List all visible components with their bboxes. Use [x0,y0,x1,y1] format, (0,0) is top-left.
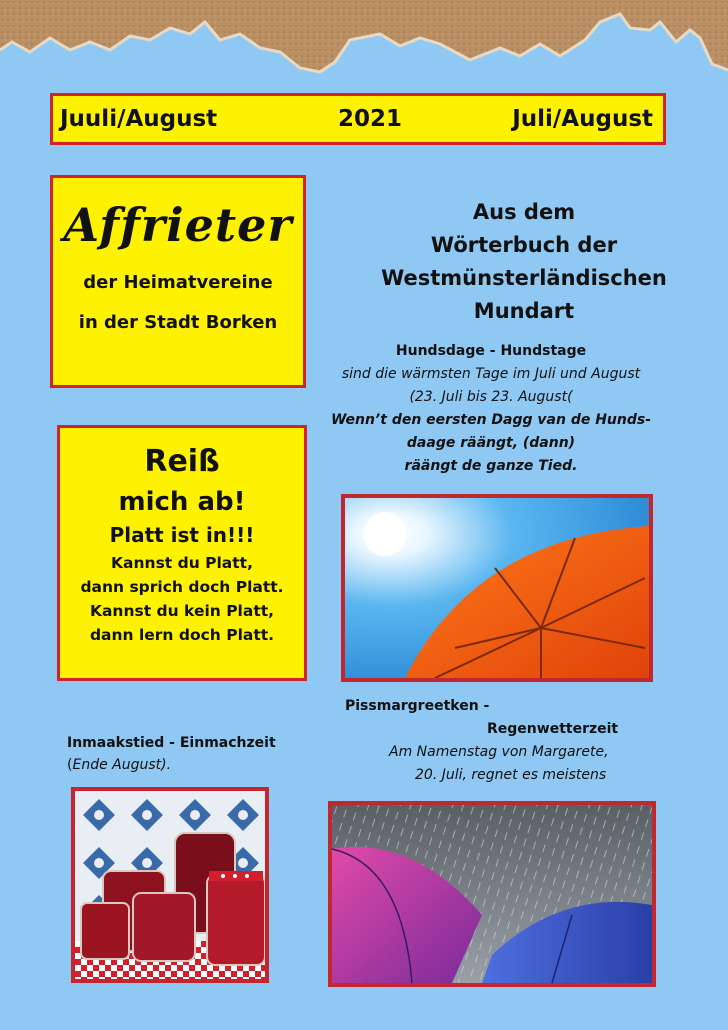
dictionary-heading-line: Wörterbuch der [430,233,618,257]
tear-off-text [60,551,304,647]
inmaakstied-entry [67,732,307,776]
publication-title: Affrieter [63,198,293,252]
tear-off-line-3: Platt ist in!!! [109,523,255,547]
tear-off-text-line: Kannst du kein Platt, [89,602,275,620]
inmaakstied-title: Inmaakstied - Einmachzeit [67,735,276,751]
header-left-date: Juuli/August [60,106,218,132]
tear-off-line-1: Reiß [144,444,220,479]
tear-off-text-line: dann sprich doch Platt. [80,578,284,596]
jam-jars-photo [71,787,269,983]
hundsdage-desc-1: sind die wärmsten Tage im Juli und August [341,366,641,382]
header-year: 2021 [338,106,403,132]
dictionary-heading-line: Aus dem [472,200,576,224]
pissmargreetken-title-1: Pissmargreetken - [345,698,490,714]
tear-off-box [57,425,307,681]
inmaakstied-desc-text: Ende August). [72,757,172,773]
title-subline-2: in der Stadt Borken [78,312,278,333]
tear-off-line-2: mich ab! [118,487,246,517]
tear-off-text-line: dann lern doch Platt. [89,626,275,644]
umbrellas-rain-image [332,805,652,983]
tear-off-text-line: Kannst du Platt, [111,554,253,572]
dictionary-heading-line: Mundart [473,299,575,323]
jam-jars-image [75,791,265,979]
pissmargreetken-desc-1: Am Namenstag von Margarete, [389,744,609,760]
pissmargreetken-title-2: Regenwetterzeit [487,721,619,737]
hundsdage-desc-2: (23. Juli bis 23. August( [409,389,573,405]
umbrellas-rain-photo [328,801,656,987]
hundsdage-saying-line: räängt de ganze Tied. [404,458,578,474]
torn-paper-decoration [0,0,728,90]
hundsdage-entry [316,340,666,478]
inmaakstied-desc-prefix: ( [67,757,73,773]
hundsdage-title: Hundsdage - Hundstage [395,343,587,359]
header-right-date: Juli/August [512,106,653,132]
inmaakstied-desc [67,754,307,776]
dictionary-heading [330,196,718,328]
umbrella-sun-image [345,498,649,678]
title-box [50,175,306,388]
hundsdage-saying-line: Wenn’t den eersten Dagg van de Hunds- [330,412,652,428]
orange-umbrella-sun-photo [341,494,653,682]
dictionary-heading-line: Westmünsterländischen [381,266,667,290]
title-subline-1: der Heimatvereine [83,272,273,293]
pissmargreetken-entry [345,695,665,787]
date-header-bar [50,93,666,145]
pissmargreetken-desc-2: 20. Juli, regnet es meistens [415,767,607,783]
hundsdage-saying-line: daage räängt, (dann) [406,435,576,451]
